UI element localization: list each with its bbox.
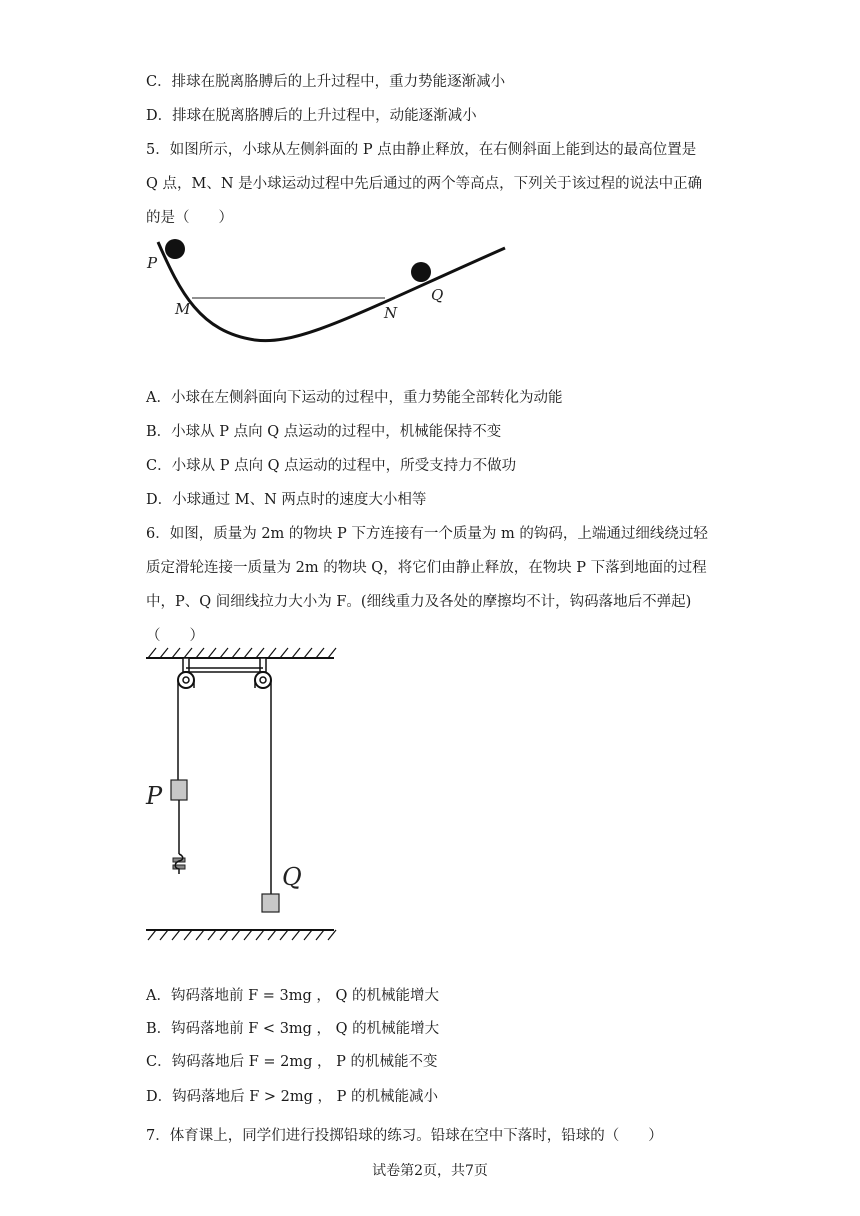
q5-option-b: B．小球从 P 点向 Q 点运动的过程中，机械能保持不变 [146,424,502,440]
q6-label-p: P [146,782,163,810]
q6-option-d: D．钩码落地后 F > 2mg ， P 的机械能减小 [146,1089,439,1105]
q5-track-figure [140,232,520,352]
q5-option-a: A．小球在左侧斜面向下运动的过程中，重力势能全部转化为动能 [146,390,563,406]
q6-ceiling-hatch [148,648,336,658]
q6-right-bracket [260,658,266,672]
q6-stem-line-1: 6．如图，质量为 2m 的物块 P 下方连接有一个质量为 m 的钩码，上端通过细线绕过轻 [146,526,708,542]
page-footer: 试卷第2页，共7页 [372,1163,488,1179]
q5-option-d: D．小球通过 M、N 两点时的速度大小相等 [146,492,427,508]
q7-stem: 7．体育课上，同学们进行投掷铅球的练习。铅球在空中下落时，铅球的（ ） [146,1128,663,1144]
q5-label-m: M [175,300,191,318]
q6-label-q: Q [282,863,302,891]
q5-stem-line-3: 的是（ ） [146,210,233,226]
q5-label-q: Q [431,286,444,304]
q6-hook-weight [173,854,185,874]
q5-ball-at-q [411,262,431,282]
q4-option-c: C．排球在脱离胳膊后的上升过程中，重力势能逐渐减小 [146,74,506,90]
q6-stem-line-3: 中，P、Q 间细线拉力大小为 F。(细线重力及各处的摩擦均不计，钩码落地后不弹起) [146,594,692,610]
q6-option-a: A．钩码落地前 F = 3mg ， Q 的机械能增大 [146,988,439,1004]
q6-stem-line-2: 质定滑轮连接一质量为 2m 的物块 Q，将它们由静止释放，在物块 P 下落到地面的过程 [146,560,707,576]
q6-option-c: C．钩码落地后 F = 2mg ， P 的机械能不变 [146,1054,438,1070]
q6-left-bracket [183,658,189,672]
q6-option-b: B．钩码落地前 F < 3mg ， Q 的机械能增大 [146,1021,440,1037]
q5-option-c: C．小球从 P 点向 Q 点运动的过程中，所受支持力不做功 [146,458,517,474]
q5-ball-at-p [165,239,185,259]
q6-block-p [171,780,187,800]
q5-track-curve [158,242,505,341]
q6-block-q [262,894,279,912]
q4-option-d: D．排球在脱离胳膊后的上升过程中，动能逐渐减小 [146,108,477,124]
q5-stem-line-1: 5．如图所示，小球从左侧斜面的 P 点由静止释放，在右侧斜面上能到达的最高位置是 [146,142,697,158]
q6-stem-line-4: （ ） [146,628,204,644]
q5-label-p: P [147,254,158,272]
q5-label-n: N [384,304,398,322]
q6-pulley-figure [140,644,340,944]
q5-stem-line-2: Q 点，M、N 是小球运动过程中先后通过的两个等高点，下列关于该过程的说法中正确 [146,176,703,192]
q6-floor-hatch [148,930,336,940]
